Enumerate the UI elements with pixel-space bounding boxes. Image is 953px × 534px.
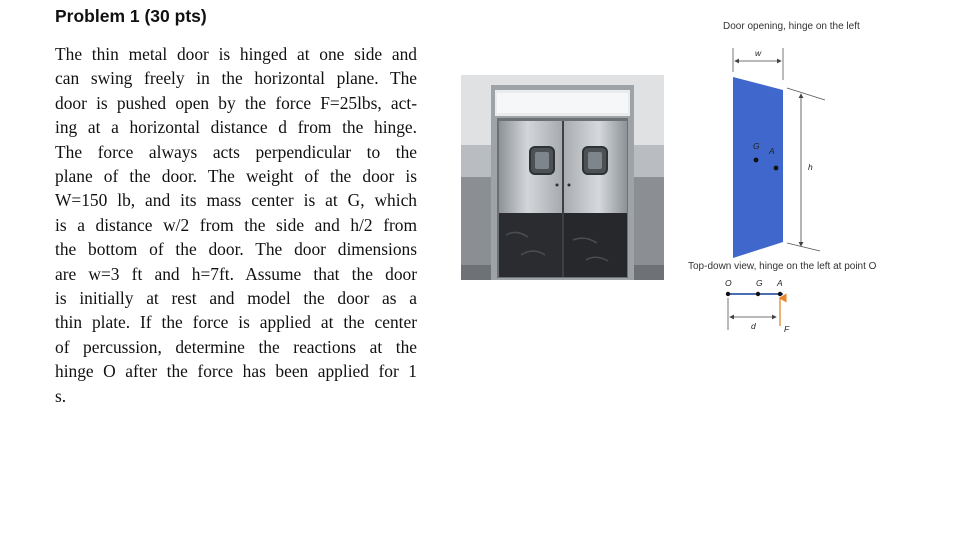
statement-line: door is pushed open by the force F=25lbs, act- [55,92,417,113]
h-extension-top [787,88,825,100]
statement-line: of percussion, determine the reactions at the [55,336,417,357]
door-diagram [680,10,940,350]
g-label-top: G [756,278,763,288]
a-point [774,166,779,171]
statement-line: can swing freely in the horizontal plane. The [55,68,417,89]
statement-line: hinge O after the force has been applied for 1 [55,361,417,382]
f-label: F [784,324,790,334]
h-label: h [808,162,813,172]
problem-title: Problem 1 (30 pts) [55,6,207,26]
statement-line: The thin metal door is hinged at one side and [55,44,417,64]
statement-line: plane of the door. The weight of the door is [55,166,417,187]
statement-line: thin plate. If the force is applied at the center [55,312,417,333]
g-point-top [756,292,760,296]
a-point-top [778,292,782,296]
top-view-caption: Top-down view, hinge on the left at point O [688,261,877,272]
statement-line: W=150 lb, and its mass center is at G, which [55,190,417,211]
statement-line: is initially at rest and model the door as a [55,288,417,309]
problem-statement [55,42,417,408]
g-point [754,158,759,163]
o-label: O [725,278,732,288]
d-label: d [751,321,756,331]
a-label: A [769,146,775,156]
statement-line: The force always acts perpendicular to the [55,141,417,162]
statement-line: s. [55,385,67,406]
g-label: G [753,141,760,151]
statement-line: the bottom of the door. The door dimensions [55,239,417,260]
statement-line: ing at a horizontal distance d from the hinge. [55,117,417,138]
statement-line: is a distance w/2 from the side and h/2 from [55,214,417,235]
a-label-top: A [777,278,783,288]
door-view-caption: Door opening, hinge on the left [723,21,860,32]
h-extension-bottom [787,243,820,251]
door-photo [461,75,664,280]
o-point [726,292,730,296]
w-label: w [755,48,762,58]
statement-line: are w=3 ft and h=7ft. Assume that the door [55,263,417,284]
